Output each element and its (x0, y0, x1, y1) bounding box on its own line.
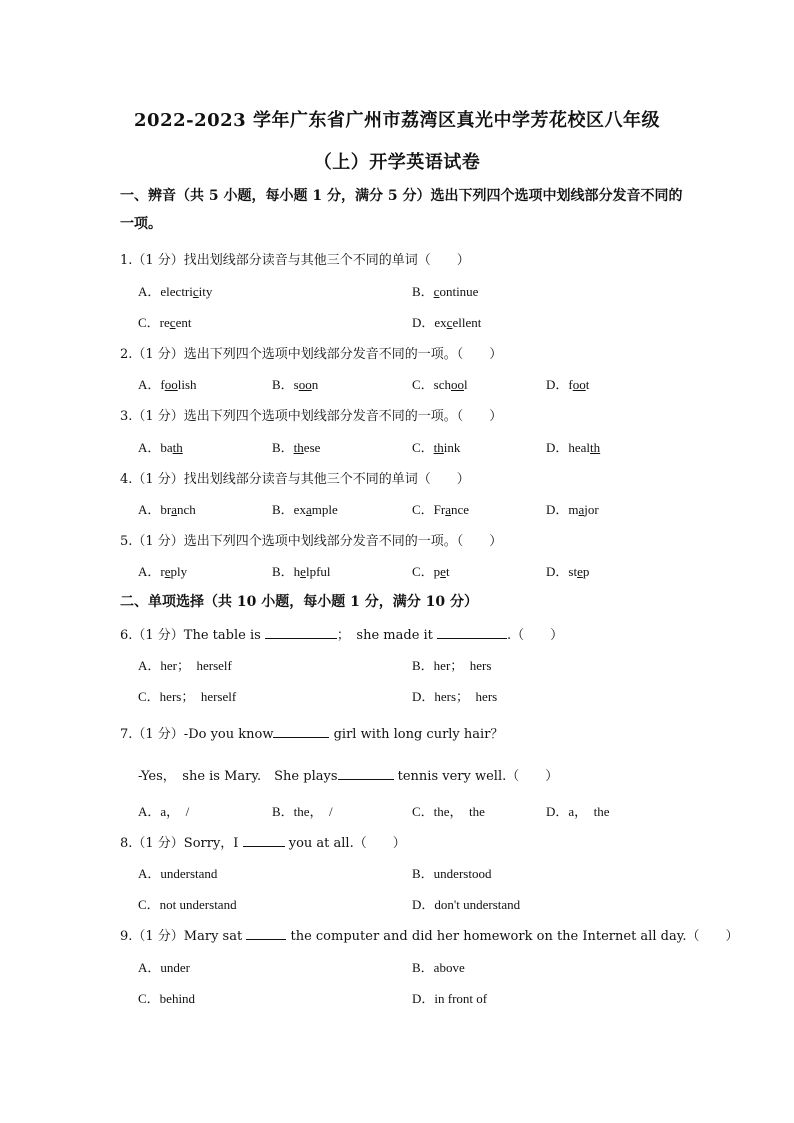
question-7-stem: 7.（1 分）-Do you know girl with long curly hair？ (120, 727, 504, 742)
question-5-option-b: B．helpful (272, 564, 331, 579)
answer-blank (246, 927, 286, 940)
question-7-option-d: D．a， the (546, 804, 610, 819)
question-6-option-a: A．her； herself (138, 658, 232, 673)
question-4-option-b: B．example (272, 502, 338, 517)
question-4-option-c: C．France (412, 502, 470, 517)
question-3-option-a: A．bath (138, 440, 183, 455)
question-1-option-b: B．continue (412, 284, 479, 299)
exam-title-line2: （上）开学英语试卷 (313, 152, 481, 173)
question-2-option-c: C．school (412, 377, 468, 392)
question-2-option-d: D．foot (546, 377, 590, 392)
question-8-stem: 8.（1 分）Sorry，I you at all.（ ） (120, 836, 406, 851)
answer-blank (265, 626, 337, 639)
question-6-option-b: B．her； hers (412, 658, 492, 673)
question-7-option-b: B．the， / (272, 804, 333, 819)
question-1-option-c: C．recent (138, 315, 192, 330)
question-1-stem: 1.（1 分）找出划线部分读音与其他三个不同的单词（ ） (120, 253, 470, 268)
exam-title-line1: 2022-2023 学年广东省广州市荔湾区真光中学芳花校区八年级 (134, 110, 660, 131)
question-4-option-d: D．major (546, 502, 599, 517)
question-8-option-c: C．not understand (138, 897, 237, 912)
answer-blank (243, 834, 285, 847)
question-7-option-a: A．a， / (138, 804, 190, 819)
question-5-option-d: D．step (546, 564, 590, 579)
question-6-stem: 6.（1 分）The table is ； she made it .（ ） (120, 628, 564, 643)
question-7-line2: -Yes， she is Mary. She plays tennis very well.（ ） (138, 769, 559, 784)
answer-blank (338, 767, 394, 780)
question-3-option-d: D．health (546, 440, 601, 455)
question-9-option-a: A．under (138, 960, 190, 975)
question-1-option-d: D．excellent (412, 315, 482, 330)
question-4-option-a: A．branch (138, 502, 196, 517)
question-5-option-a: A．reply (138, 564, 188, 579)
question-3-stem: 3.（1 分）选出下列四个选项中划线部分发音不同的一项。（ ） (120, 409, 503, 424)
question-9-stem: 9.（1 分）Mary sat the computer and did her homework on the Internet all day.（ ） (120, 929, 739, 944)
question-5-option-c: C．pet (412, 564, 450, 579)
question-1-option-a: A．electricity (138, 284, 213, 299)
section-heading-multiple-choice: 二、单项选择（共 10 小题，每小题 1 分，满分 10 分） (120, 594, 478, 610)
question-8-option-d: D．don't understand (412, 897, 521, 912)
question-3-option-c: C．think (412, 440, 461, 455)
answer-blank (437, 626, 507, 639)
question-4-stem: 4.（1 分）找出划线部分读音与其他三个不同的单词（ ） (120, 472, 470, 487)
question-9-option-b: B．above (412, 960, 465, 975)
question-2-stem: 2.（1 分）选出下列四个选项中划线部分发音不同的一项。（ ） (120, 347, 503, 362)
question-8-option-b: B．understood (412, 866, 492, 881)
section-heading-phonetics: 一、辨音（共 5 小题，每小题 1 分，满分 5 分）选出下列四个选项中划线部分发音不同的一项。 (120, 188, 683, 232)
question-9-option-c: C．behind (138, 991, 196, 1006)
answer-blank (273, 725, 329, 738)
question-6-option-c: C．hers； herself (138, 689, 237, 704)
question-8-option-a: A．understand (138, 866, 218, 881)
question-3-option-b: B．these (272, 440, 321, 455)
question-5-stem: 5.（1 分）选出下列四个选项中划线部分发音不同的一项。（ ） (120, 534, 503, 549)
question-2-option-a: A．foolish (138, 377, 197, 392)
question-9-option-d: D．in front of (412, 991, 488, 1006)
question-2-option-b: B．soon (272, 377, 319, 392)
question-6-option-d: D．hers； hers (412, 689, 498, 704)
question-7-option-c: C．the， the (412, 804, 485, 819)
